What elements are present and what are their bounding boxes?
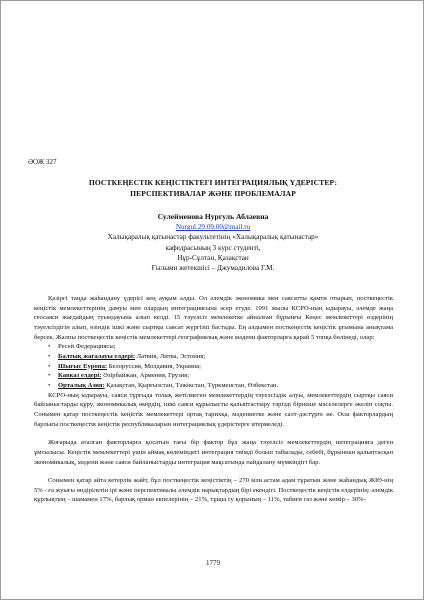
author-block [21, 212, 405, 273]
list-item-text: Қазақстан, Қырғызстан, Тәжікстан, Түркменстан, Өзбекстан. [104, 381, 279, 389]
body-paragraph-2: КСРО-ның ыдырауы, саяси тұрғыда толық жетілмеген мемлекеттердің тәуелсіздік алуы, мемлекеттердің сыртқы саяси байланыстарды құру, экономикалық өмірдің, ішкі саяси құрылысты қалыптастыру тәрізді бірнеше мәселелерге әкеліп соқты. Сонымен қатар посткеңестік кеңістік мемлекеттері ортақ тарихқа, мәдениетке және салт-дәстүрге ие. Осы факторлардың барлығы посткеңестік кеңістік республикаларын интеграциялық үдерістерге итермеледі. [34, 391, 393, 428]
list-item [48, 352, 393, 362]
author-email-link[interactable]: Nurgul.29.09.00@mail.ru [175, 223, 251, 232]
list-item-region: Балтық жағалауы елдері: [58, 352, 136, 360]
author-affiliation-1: Халықаралық қатынастар факультетінің «Халықаралық қатынастар» [107, 233, 319, 242]
author-location: Нұр-Сұлтан, Қазақстан [177, 253, 249, 262]
title-line-1: ПОСТКЕҢЕСТІК КЕҢІСТІКТЕГІ ИНТЕГРАЦИЯЛЫҚ ҮДЕРІСТЕР: [88, 178, 338, 187]
author-affiliation-2: кафедрасының 3 курс студенті, [165, 243, 261, 252]
list-item [48, 342, 393, 352]
region-list [34, 342, 393, 390]
list-item-region: Кавказ елдері: [58, 372, 102, 380]
list-item [48, 371, 393, 381]
list-item-text: Әзірбайжан, Армения, Грузия; [101, 372, 190, 380]
author-name: Сулейменова Нургуль Аблаевна [157, 212, 269, 221]
body-paragraph-4: Сонымен қатар айта кетерлік жайт, бұл посткеңестік кеңістіктің – 270 млн.астам адам тұратын және жаһандық ЖІӨ-нің 5% - ға жуығы өндірілетін ірі және перспективалы әлемдік нарықтардың бірі екендігі. Посткеңестік кеңістік елдерінің: әлемдік құрлықтың – шамамен 17%, барлық орман екпелерінің – 21%, тұщы су қорының – 11%, табиғи газ және көмір – 30%- [34, 477, 393, 504]
list-item [48, 362, 393, 372]
list-item-region: Орталық Азия: [58, 381, 105, 389]
body-paragraph-1: Қазіргі таңда жаһандану үдерісі кең ауқым алды. Ол әлемдік экономика мен саясатты қамти отырып, посткеңестік кеңістік мемлекеттерінің дамуы мен олардың интеграциясына әсер етуде. 1991 жылы КСРО-ның ыдырауы, әлемде жаңа геосаяси жағдайдың туындауына алып келді. 15 тәуелсіз мемлекетке айналған бұрынғы Кеңес мемлекеттері өздерінің тәуелсіздігін алып, өзіндік ішкі және сыртқы саясат жүргізіп бастады. Ең алдымен посткеңестік кеңістік ұғымына анықтама берсек. Жалпы посткеңестік кеңістік мемлекеттері географиялық және мәдени факторларға қарай 5 топқа бөлінеді, олар: [34, 295, 393, 341]
list-item-text: Ресей Федерациясы; [58, 343, 116, 351]
article-body [34, 294, 393, 505]
list-item-text: Латвия, Литва, Эстония; [135, 352, 206, 360]
body-paragraph-3: Жоғарыда аталған факторларға қосатын тағы бір фактор бұл жаңа тәуелсіз мемлекеттердің интеграцияға деген ұмтылысы. Кеңістік мемлекеттері үшін аймақ көлеміндегі интеграция тиімді болып табылады, себебі, бұрыннан қалыптасқан экономикалық, мәдени және саяси байланыстарды интеграция мақсатында пайдалану мүмкіндігі бар. [34, 439, 393, 466]
list-item-region: Шығыс Еуропа: [58, 362, 108, 370]
title-line-2: ПЕРСПЕКТИВАЛАР ЖӘНЕ ПРОБЛЕМАЛАР [130, 189, 296, 198]
list-item-text: Белоруссия, Молдавия, Украина; [107, 362, 202, 370]
author-supervisor: Ғылыми жетекшісі – Джумадилова Г.М. [151, 264, 275, 273]
article-title [21, 177, 405, 199]
udk-code: ӘОЖ 327 [28, 158, 57, 166]
list-item [48, 381, 393, 391]
page-number: 1779 [206, 559, 220, 567]
